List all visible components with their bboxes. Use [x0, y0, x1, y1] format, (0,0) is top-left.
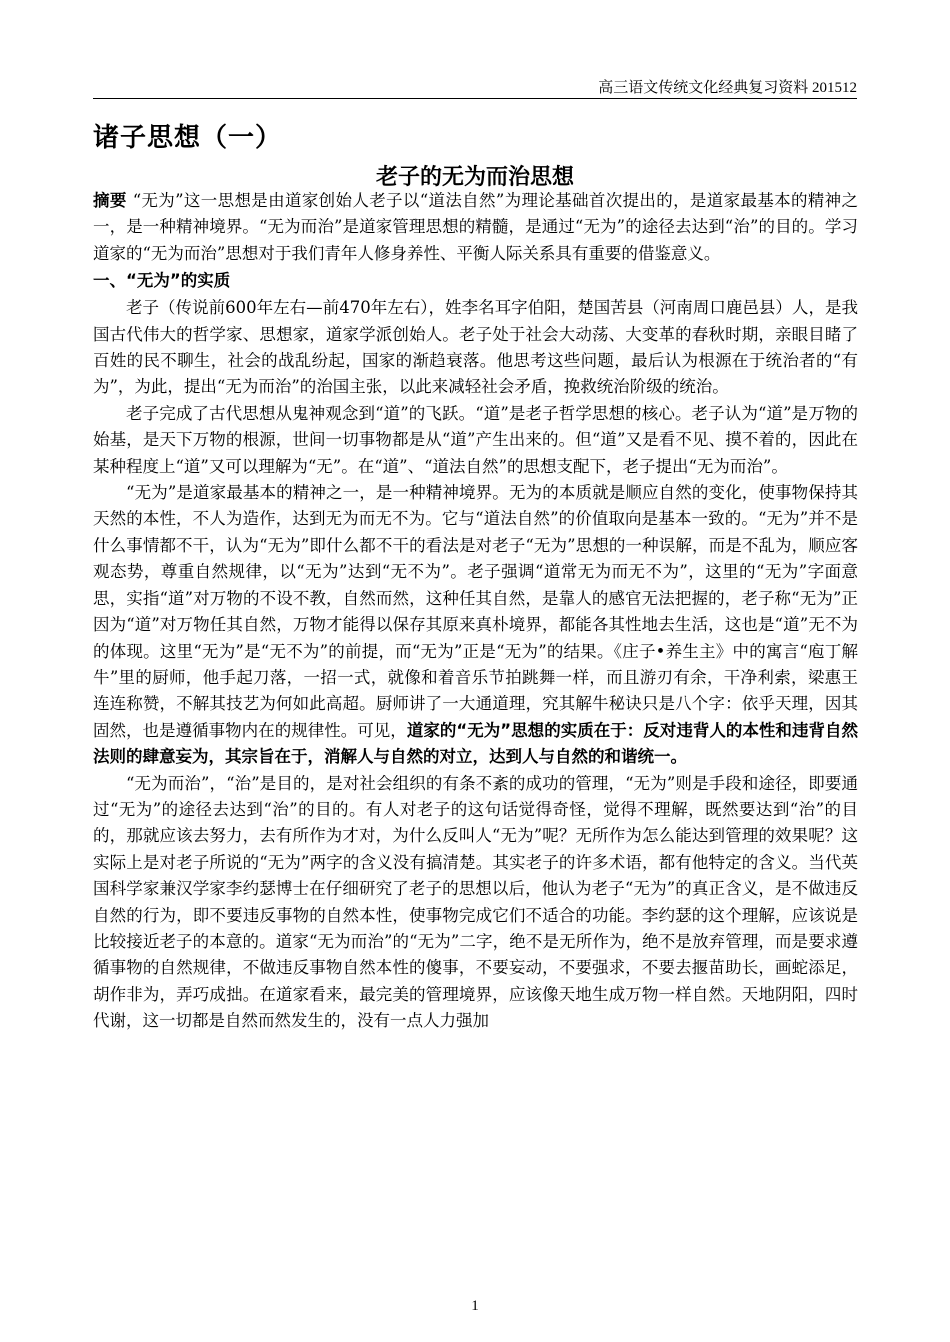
page-number: 1: [471, 1298, 479, 1314]
header-text: 高三语文传统文化经典复习资料 201512: [598, 80, 857, 96]
paragraph-1: 老子（传说前600年左右—前470年左右），姓李名耳字伯阳，楚国苦县（河南周口鹿邑县）人，是我国古代伟大的哲学家、思想家，道家学派创始人。老子处于社会大动荡、大变革的春秋时期，亲眼目睹了百姓的民不聊生，社会的战乱纷起，国家的渐趋衰落。他思考这些问题，最后认为根源在于统治者的“有为”，为此，提出“无为而治”的治国主张，以此来减轻社会矛盾，挽救统治阶级的统治。: [93, 298, 858, 397]
abstract-text: “无为”这一思想是由道家创始人老子以“道法自然”为理论基础首次提出的，是道家最基本的精神之一，是一种精神境界。“无为而治”是道家管理思想的精髓，是通过“无为”的途径去达到“治”的目的。学习道家的“无为而治”思想对于我们青年人修身养性、平衡人际关系具有重要的借鉴意义。: [93, 191, 858, 263]
article-subtitle: 老子的无为而治思想: [375, 165, 574, 190]
abstract-paragraph: [93, 188, 858, 267]
page-title: 诸子思想（一）: [93, 123, 283, 153]
article-body: [93, 188, 858, 1035]
paragraph-3: [93, 480, 858, 770]
paragraph-3-text: “无为”是道家最基本的精神之一，是一种精神境界。无为的本质就是顺应自然的变化，使事物保持其天然的本性，不人为造作，达到无为而无不为。它与“道法自然”的价值取向是基本一致的。“无为”并不是什么事情都不干，认为“无为”即什么都不干的看法是对老子“无为”思想的一种误解，而是不乱为，顺应客观态势，尊重自然规律，以“无为”达到“无不为”。老子强调“道常无为而无不为”，这里的“无为”字面意思，实指“道”对万物的不设不教，自然而然，这种任其自然，是靠人的感官无法把握的，老子称“无为”正因为“道”对万物任其自然，万物才能得以保存其原来真朴境界，都能各其性地去生活，这也是“道”无不为的体现。这里“无为”是“无不为”的前提，而“无为”正是“无为”的结果。《庄子•养生主》中的寓言“庖丁解牛”里的厨师，他手起刀落，一招一式，就像和着音乐节拍跳舞一样，而且游刃有余，干净利索，梁惠王连连称赞，不解其技艺为何如此高超。厨师讲了一大通道理，究其解牛秘诀只是八个字：依乎天理，因其固然，也是遵循事物内在的规律性。可见，: [93, 483, 858, 740]
abstract-label: 摘要: [93, 191, 127, 210]
paragraph-4: “无为而治”，“治”是目的，是对社会组织的有条不紊的成功的管理，“无为”则是手段和途径，即要通过“无为”的途径去达到“治”的目的。有人对老子的这句话觉得奇怪，觉得不理解，既然要达到“治”的目的，那就应该去努力，去有所作为才对，为什么反叫人“无为”呢？无所作为怎么能达到管理的效果呢？这实际上是对老子所说的“无为”两字的含义没有搞清楚。其实老子的许多术语，都有他特定的含义。当代英国科学家兼汉学家李约瑟博士在仔细研究了老子的思想以后，他认为老子“无为”的真正含义，是不做违反自然的行为，即不要违反事物的自然本性，使事物完成它们不适合的功能。李约瑟的这个理解，应该说是比较接近老子的本意的。道家“无为而治”的“无为”二字，绝不是无所作为，绝不是放弃管理，而是要求遵循事物的自然规律，不做违反事物自然本性的傻事，不要妄动，不要强求，不要去揠苗助长，画蛇添足，胡作非为，弄巧成拙。在道家看来，最完美的管理境界，应该像天地生成万物一样自然。天地阴阳，四时代谢，这一切都是自然而然发生的，没有一点人力强加: [93, 773, 858, 1031]
section-heading: 一、“无为”的实质: [93, 271, 231, 291]
paragraph-2: 老子完成了古代思想从鬼神观念到“道”的飞跃。“道”是老子哲学思想的核心。老子认为“道”是万物的始基，是天下万物的根源，世间一切事物都是从“道”产生出来的。但“道”又是看不见、摸不着的，因此在某种程度上“道”又可以理解为“无”。在“道”、“道法自然”的思想支配下，老子提出“无为而治”。: [93, 403, 858, 476]
paragraph-3-bold-conclusion: 道家的“无为”思想的实质在于：反对违背人的本性和违背自然法则的肆意妄为，其宗旨在于，消解人与自然的对立，达到人与自然的和谐统一。: [93, 720, 859, 767]
page-header: [93, 76, 857, 99]
